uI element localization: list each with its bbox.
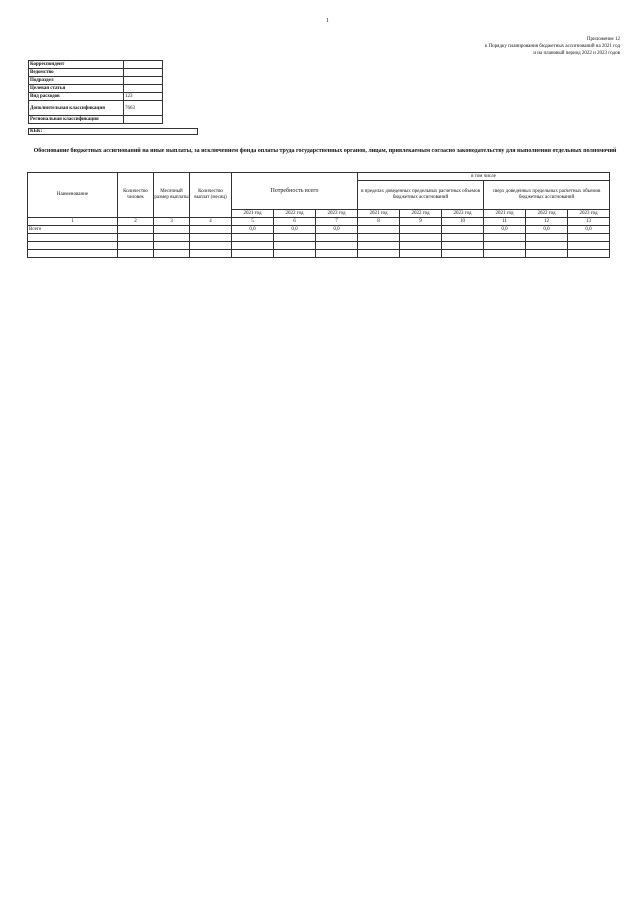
empty-cell xyxy=(442,250,484,258)
empty-cell xyxy=(154,234,190,242)
empty-cell xyxy=(190,250,232,258)
col-number-cell: 1 xyxy=(28,218,118,226)
total-cell xyxy=(358,226,400,234)
empty-cell xyxy=(400,242,442,250)
empty-cell xyxy=(28,242,118,250)
col-number-cell: 2 xyxy=(118,218,154,226)
meta-row xyxy=(29,116,163,124)
col-number-cell: 8 xyxy=(358,218,400,226)
empty-cell xyxy=(232,250,274,258)
total-cell xyxy=(400,226,442,234)
col-name-header: Наименование xyxy=(28,173,118,218)
total-cell: 0,0 xyxy=(484,226,526,234)
total-cell xyxy=(442,226,484,234)
col-payments-header: Количество выплат (месяц) xyxy=(190,173,232,218)
meta-row xyxy=(29,69,163,77)
meta-label: Корреспондент xyxy=(29,61,124,69)
col-number-cell: 12 xyxy=(526,218,568,226)
total-cell: 0,0 xyxy=(316,226,358,234)
meta-label: Целевая статья xyxy=(29,85,124,93)
year-cell: 2022 год xyxy=(400,210,442,218)
total-cell: Всего xyxy=(28,226,118,234)
empty-cell xyxy=(358,234,400,242)
total-cell xyxy=(154,226,190,234)
total-cell: 0,0 xyxy=(232,226,274,234)
appendix-line-2: к Порядку планирования бюджетных ассигнований на 2021 год xyxy=(484,44,620,49)
col-number-cell: 10 xyxy=(442,218,484,226)
kbk-field: КБК: xyxy=(28,128,198,135)
empty-cell xyxy=(274,234,316,242)
empty-cell xyxy=(442,234,484,242)
col-need-total-header: Потребность всего xyxy=(232,173,358,210)
total-cell xyxy=(190,226,232,234)
col-number-cell: 4 xyxy=(190,218,232,226)
classification-table xyxy=(28,60,163,124)
meta-row xyxy=(29,85,163,93)
total-cell: 0,0 xyxy=(526,226,568,234)
empty-cell xyxy=(316,234,358,242)
year-cell: 2023 год xyxy=(316,210,358,218)
meta-value xyxy=(124,61,163,69)
empty-cell xyxy=(118,242,154,250)
col-people-header: Количество человек xyxy=(118,173,154,218)
col-including-header: в том числе xyxy=(358,173,610,181)
meta-value xyxy=(124,116,163,124)
meta-value xyxy=(124,69,163,77)
empty-cell xyxy=(400,250,442,258)
meta-label: Ведомство xyxy=(29,69,124,77)
empty-cell xyxy=(232,234,274,242)
total-cell xyxy=(118,226,154,234)
col-number-cell: 3 xyxy=(154,218,190,226)
empty-cell xyxy=(274,250,316,258)
meta-row xyxy=(29,61,163,69)
empty-cell xyxy=(274,242,316,250)
empty-cell xyxy=(154,242,190,250)
meta-label: Вид расходов xyxy=(29,93,124,101)
empty-row xyxy=(28,250,610,258)
document-title: Обоснование бюджетных ассигнований на иные выплаты, за исключением фонда оплаты труда государственных органов, лицам, привлекаемым согласно законодательству для выполнения отдельных полномочий xyxy=(33,148,617,154)
meta-value: 123 xyxy=(124,93,163,101)
empty-cell xyxy=(28,250,118,258)
empty-cell xyxy=(526,242,568,250)
empty-cell xyxy=(484,242,526,250)
budget-table xyxy=(27,172,610,258)
year-cell: 2021 год xyxy=(232,210,274,218)
year-cell: 2023 год xyxy=(568,210,610,218)
column-numbers-row xyxy=(28,218,610,226)
col-number-cell: 7 xyxy=(316,218,358,226)
empty-cell xyxy=(154,250,190,258)
col-number-cell: 13 xyxy=(568,218,610,226)
year-cell: 2022 год xyxy=(526,210,568,218)
total-row xyxy=(28,226,610,234)
empty-cell xyxy=(484,250,526,258)
empty-cell xyxy=(568,234,610,242)
empty-cell xyxy=(526,234,568,242)
appendix-note xyxy=(430,36,620,57)
empty-cell xyxy=(358,242,400,250)
meta-label: Региональная классификация xyxy=(29,116,124,124)
total-cell: 0,0 xyxy=(568,226,610,234)
meta-value xyxy=(124,85,163,93)
appendix-line-3: и на плановый период 2022 и 2023 годов xyxy=(533,51,620,56)
col-above-header: сверх доведенных предельных расчетных объемов бюджетных ассигнований xyxy=(484,181,610,210)
meta-value: 7663 xyxy=(124,101,163,116)
empty-cell xyxy=(442,242,484,250)
col-number-cell: 9 xyxy=(400,218,442,226)
year-cell: 2022 год xyxy=(274,210,316,218)
col-number-cell: 11 xyxy=(484,218,526,226)
empty-cell xyxy=(484,234,526,242)
meta-label: Подраздел xyxy=(29,77,124,85)
year-cell: 2021 год xyxy=(358,210,400,218)
empty-cell xyxy=(316,242,358,250)
empty-row xyxy=(28,234,610,242)
col-monthly-header: Месячный размер выплаты xyxy=(154,173,190,218)
empty-cell xyxy=(190,242,232,250)
empty-row xyxy=(28,242,610,250)
col-within-header: в пределах доведенных предельных расчетных объемов бюджетных ассигнований xyxy=(358,181,484,210)
empty-cell xyxy=(568,250,610,258)
col-number-cell: 6 xyxy=(274,218,316,226)
empty-cell xyxy=(358,250,400,258)
year-cell: 2023 год xyxy=(442,210,484,218)
meta-row xyxy=(29,93,163,101)
appendix-line-1: Приложение 12 xyxy=(586,37,620,42)
meta-row xyxy=(29,77,163,85)
meta-label: Дополнительная классификация xyxy=(29,101,124,116)
empty-cell xyxy=(28,234,118,242)
empty-cell xyxy=(526,250,568,258)
year-cell: 2021 год xyxy=(484,210,526,218)
empty-cell xyxy=(316,250,358,258)
total-cell: 0,0 xyxy=(274,226,316,234)
meta-row xyxy=(29,101,163,116)
empty-cell xyxy=(568,242,610,250)
empty-cell xyxy=(118,250,154,258)
meta-value xyxy=(124,77,163,85)
empty-cell xyxy=(232,242,274,250)
header-row xyxy=(28,173,610,181)
empty-cell xyxy=(400,234,442,242)
page-number: 1 xyxy=(326,18,329,24)
col-number-cell: 5 xyxy=(232,218,274,226)
empty-cell xyxy=(190,234,232,242)
empty-cell xyxy=(118,234,154,242)
